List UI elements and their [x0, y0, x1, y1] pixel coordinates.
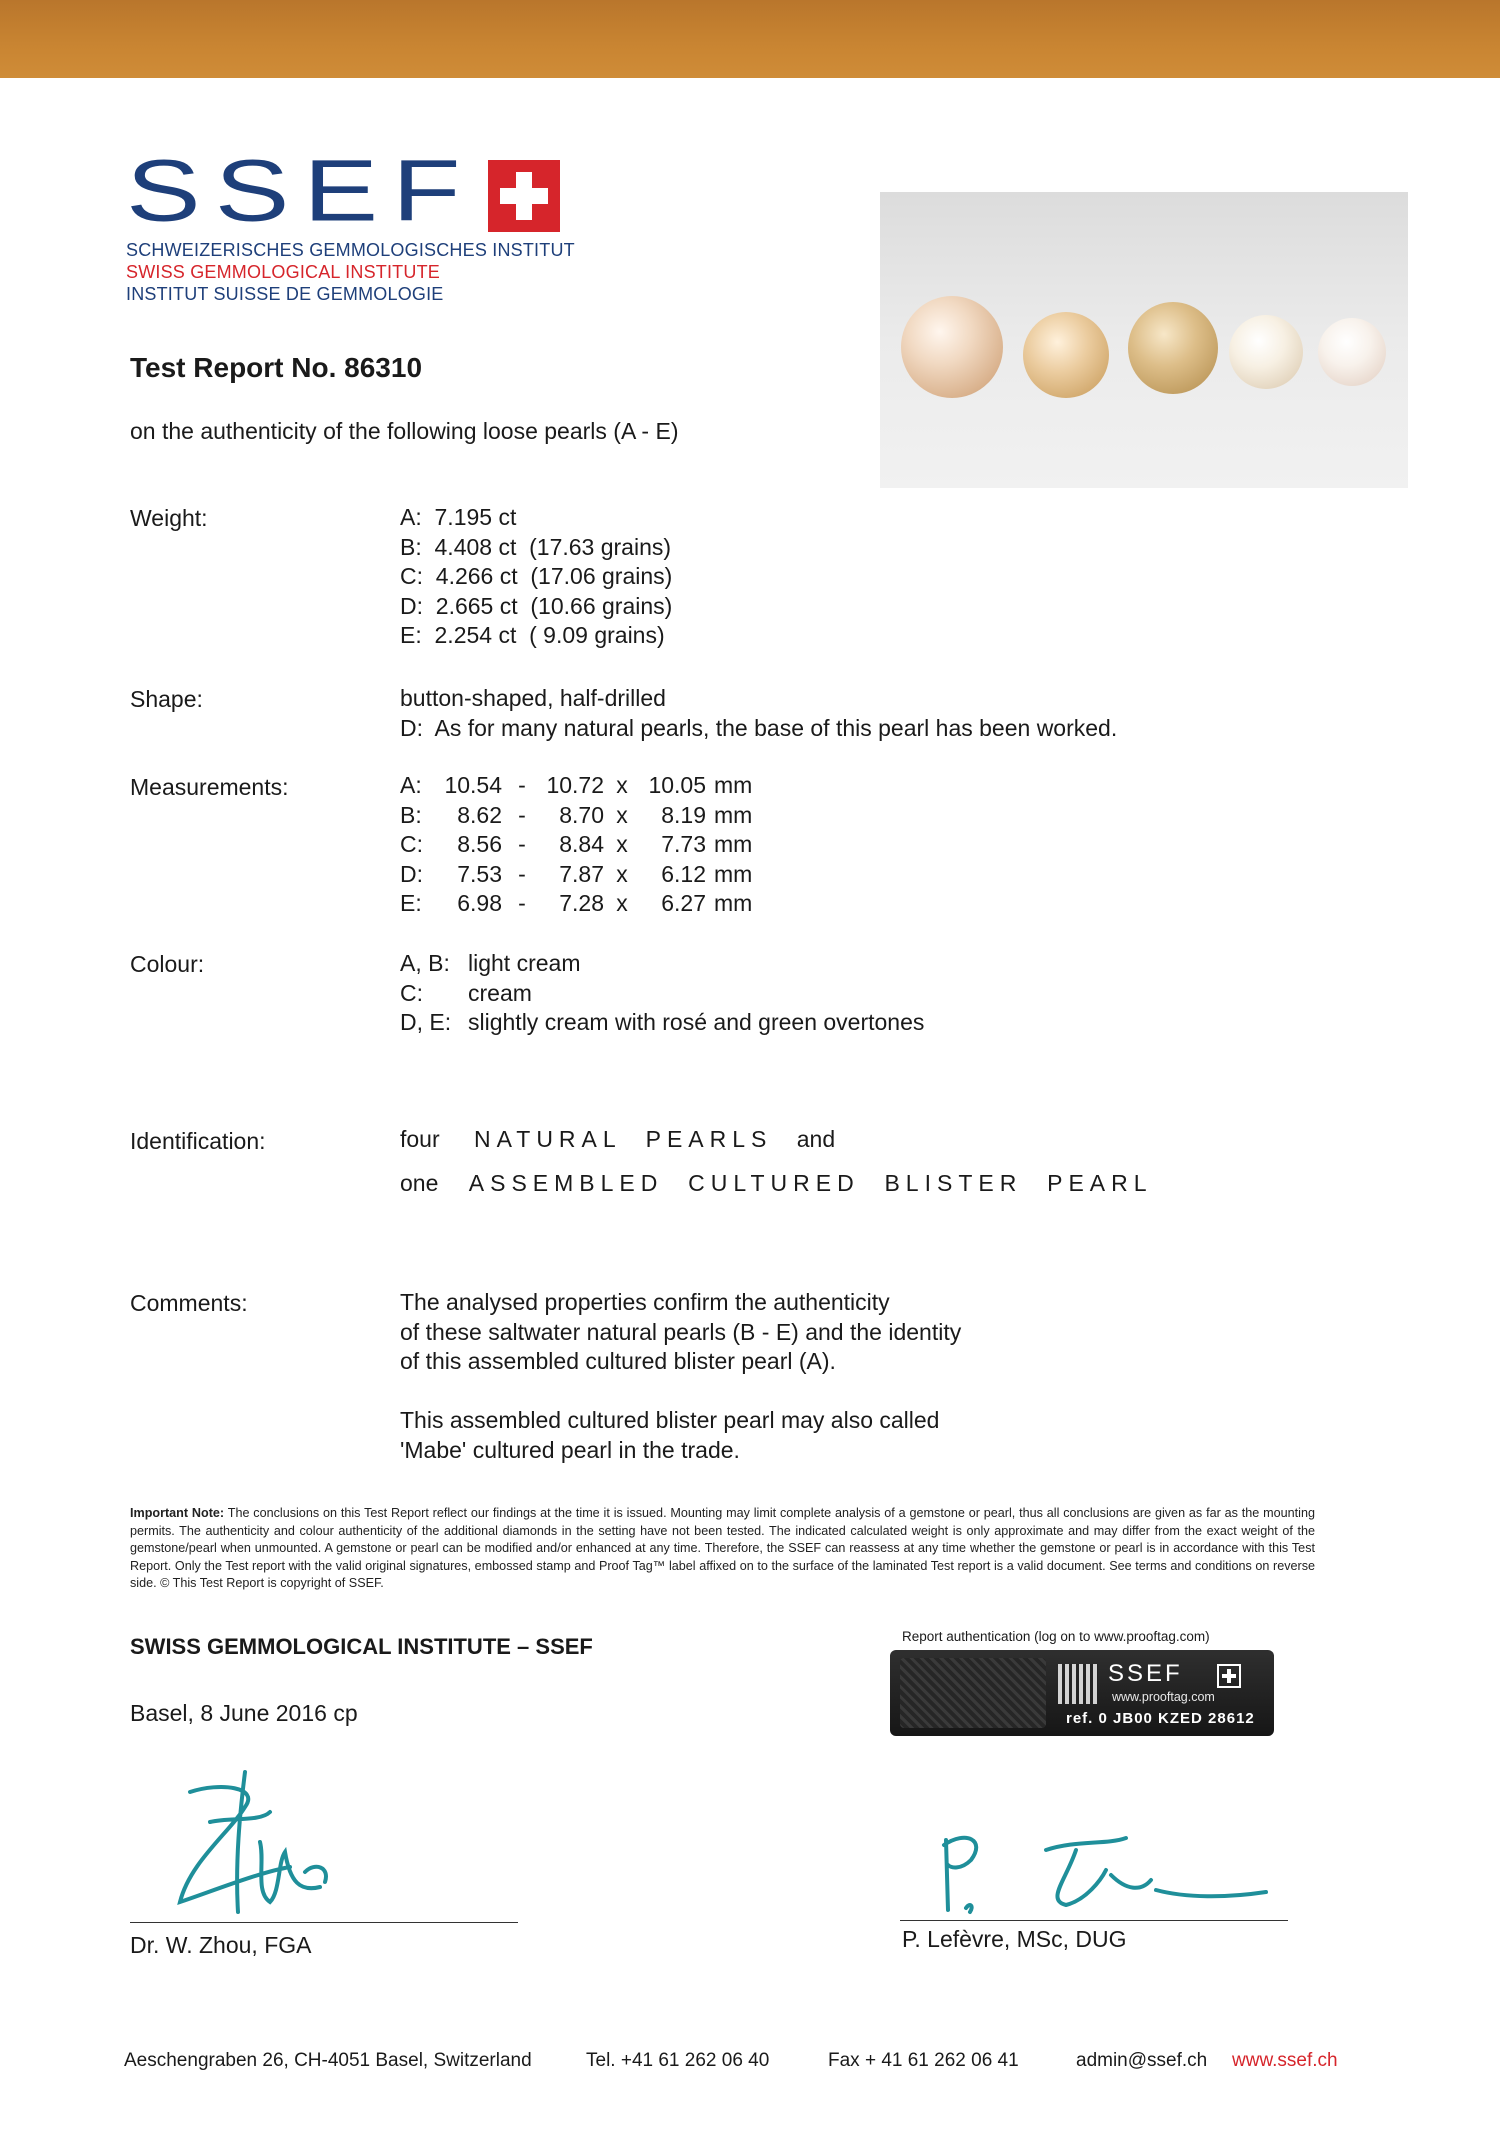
tag-url: www.prooftag.com [1112, 1690, 1215, 1704]
footer-address: Aeschengraben 26, CH-4051 Basel, Switzerland [124, 2050, 532, 2071]
measurement-depth: 10.05 [648, 772, 706, 798]
hologram-pattern [900, 1658, 1046, 1728]
measurement-depth: 6.27 [661, 890, 706, 916]
identification-result-1: NATURAL PEARLS [474, 1126, 773, 1152]
measurement-unit: mm [714, 890, 753, 916]
footer-website[interactable]: www.ssef.ch [1232, 2050, 1338, 2071]
weight-values [400, 503, 672, 651]
institute-name-fr: INSTITUT SUISSE DE GEMMOLOGIE [126, 284, 444, 304]
weight-row-c: C: 4.266 ct (17.06 grains) [400, 563, 673, 589]
comments-paragraph-1 [400, 1288, 961, 1377]
measurement-id: A: [400, 772, 422, 798]
measurement-dash: - [518, 801, 526, 828]
comments-line: This assembled cultured blister pearl may also called [400, 1407, 940, 1433]
shape-row-1: button-shaped, half-drilled [400, 685, 666, 711]
top-color-band [0, 0, 1500, 78]
colour-text: cream [468, 979, 532, 1006]
tag-swiss-cross-icon [1217, 1664, 1241, 1688]
colour-row [400, 949, 924, 979]
shape-label: Shape: [130, 686, 203, 712]
identification-result-2: ASSEMBLED CULTURED BLISTER PEARL [468, 1170, 1153, 1196]
colour-table [400, 949, 924, 1038]
identification-count-1: four [400, 1126, 440, 1152]
footer-email[interactable]: admin@ssef.ch [1076, 2050, 1208, 2071]
colour-id: D, E: [400, 1009, 452, 1035]
measurement-times: x [616, 890, 628, 916]
signature-line-1 [130, 1922, 518, 1923]
footer-tel: Tel. +41 61 262 06 40 [586, 2050, 770, 2071]
measurement-times: x [616, 831, 628, 857]
measurement-dash: - [518, 831, 526, 857]
institute-name-de: SCHWEIZERISCHES GEMMOLOGISCHES INSTITUT [126, 240, 575, 260]
measurement-unit: mm [714, 860, 753, 887]
identification-label: Identification: [130, 1128, 266, 1154]
measurement-depth: 6.12 [661, 860, 706, 887]
measurement-times: x [616, 801, 628, 828]
measurement-min: 8.62 [457, 801, 502, 828]
measurement-row [400, 801, 752, 831]
qr-code-icon [1058, 1664, 1098, 1704]
measurement-times: x [616, 860, 628, 887]
measurement-id: E: [400, 890, 422, 916]
comments-line: of this assembled cultured blister pearl (A). [400, 1348, 836, 1374]
measurement-depth: 7.73 [661, 831, 706, 857]
weight-row-b: B: 4.408 ct (17.63 grains) [400, 533, 672, 560]
signer-1-name: Dr. W. Zhou, FGA [130, 1932, 312, 1958]
measurement-unit: mm [714, 801, 753, 828]
signature-lefevre [926, 1820, 1286, 1920]
weight-row-e: E: 2.254 ct ( 9.09 grains) [400, 622, 665, 648]
measurement-id: C: [400, 831, 423, 857]
measurement-row [400, 889, 752, 919]
tag-logo-text: SSEF [1108, 1660, 1183, 1687]
measurement-min: 7.53 [457, 860, 502, 887]
pearl-a [901, 296, 1003, 398]
signature-zhou [150, 1752, 350, 1922]
pearl-b [1023, 312, 1109, 398]
colour-row [400, 979, 924, 1009]
measurement-dash: - [518, 860, 526, 887]
identification-conjunction: and [796, 1126, 836, 1152]
comments-line: of these saltwater natural pearls (B - E) and the identity [400, 1318, 962, 1345]
report-title: Test Report No. 86310 [130, 352, 423, 383]
pearl-d [1229, 315, 1303, 389]
measurement-id: B: [400, 801, 422, 828]
weight-label: Weight: [130, 505, 208, 531]
swiss-cross-icon [488, 160, 560, 232]
measurement-dash: - [518, 772, 526, 798]
colour-text: light cream [468, 950, 581, 976]
authentication-title: Report authentication (log on to www.prooftag.com) [902, 1629, 1210, 1644]
colour-row [400, 1008, 924, 1038]
measurement-max: 7.87 [559, 860, 604, 887]
measurement-unit: mm [714, 772, 753, 798]
measurement-max: 10.72 [546, 772, 604, 798]
comments-line: The analysed properties confirm the authenticity [400, 1289, 890, 1315]
important-note [130, 1505, 1315, 1593]
weight-row-d: D: 2.665 ct (10.66 grains) [400, 592, 673, 619]
important-note-heading: Important Note: [130, 1506, 225, 1520]
measurement-max: 7.28 [559, 890, 604, 916]
measurement-max: 8.84 [559, 831, 604, 857]
logo-wordmark: SSEF [126, 141, 475, 240]
signer-2-name: P. Lefèvre, MSc, DUG [902, 1926, 1127, 1952]
measurement-times: x [616, 772, 628, 798]
place-date: Basel, 8 June 2016 cp [130, 1700, 358, 1726]
tag-reference: ref. 0 JB00 KZED 28612 [1066, 1710, 1255, 1727]
colour-id: A, B: [400, 950, 450, 976]
measurement-unit: mm [714, 831, 753, 857]
measurement-depth: 8.19 [661, 801, 706, 828]
pearls-photo [880, 192, 1408, 488]
colour-text: slightly cream with rosé and green overtones [468, 1009, 925, 1035]
measurement-id: D: [400, 860, 423, 887]
weight-row-a: A: 7.195 ct [400, 504, 517, 530]
signature-line-2 [900, 1920, 1288, 1921]
measurements-label: Measurements: [130, 774, 289, 800]
measurement-min: 8.56 [457, 831, 502, 857]
important-note-text: The conclusions on this Test Report reflect our findings at the time it is issued. Mounting may limit complete analysis of a gemstone or pearl, thus all conclusions are given as far as the mounting permits. The authenticity and colour authenticity of the additional diamonds in the setting have not been tested. The indicated calculated weight is only approximate and may differ from the exact weight of the gemstone/pearl when unmounted. A gemstone or pearl can be modified and/or enhanced at any time. Therefore, the SSEF can reassess at any time whether the gemstone or pearl is in accordance with this Test Report. Only the Test report with the valid original signatures, embossed stamp and Proof Tag™ label affixed on to the surface of the laminated Test report is a valid document. See terms and conditions on reverse side. © This Test Report is copyright of SSEF. [130, 1506, 1315, 1590]
pearl-c [1128, 302, 1218, 394]
comments-label: Comments: [130, 1290, 248, 1316]
measurement-max: 8.70 [559, 801, 604, 828]
identification-line-2 [400, 1170, 1153, 1197]
footer-fax: Fax + 41 61 262 06 41 [828, 2050, 1019, 2071]
institute-name-en: SWISS GEMMOLOGICAL INSTITUTE [126, 262, 440, 282]
identification-count-2: one [400, 1170, 439, 1196]
measurement-min: 10.54 [444, 772, 502, 798]
colour-id: C: [400, 979, 423, 1006]
measurement-row [400, 830, 752, 860]
report-subtitle: on the authenticity of the following loose pearls (A - E) [130, 418, 679, 444]
measurements-table [400, 771, 752, 919]
comments-line: 'Mabe' cultured pearl in the trade. [400, 1436, 740, 1463]
prooftag-label [890, 1650, 1274, 1736]
measurement-dash: - [518, 890, 526, 916]
shape-row-2: D: As for many natural pearls, the base of this pearl has been worked. [400, 714, 1118, 741]
measurement-min: 6.98 [457, 890, 502, 916]
identification-line-1 [400, 1126, 835, 1153]
measurement-row [400, 771, 752, 801]
pearl-e [1318, 318, 1386, 386]
colour-label: Colour: [130, 951, 205, 977]
comments-paragraph-2 [400, 1406, 939, 1465]
issuer-name: SWISS GEMMOLOGICAL INSTITUTE – SSEF [130, 1634, 593, 1659]
shape-values [400, 684, 1117, 743]
measurement-row [400, 860, 752, 890]
